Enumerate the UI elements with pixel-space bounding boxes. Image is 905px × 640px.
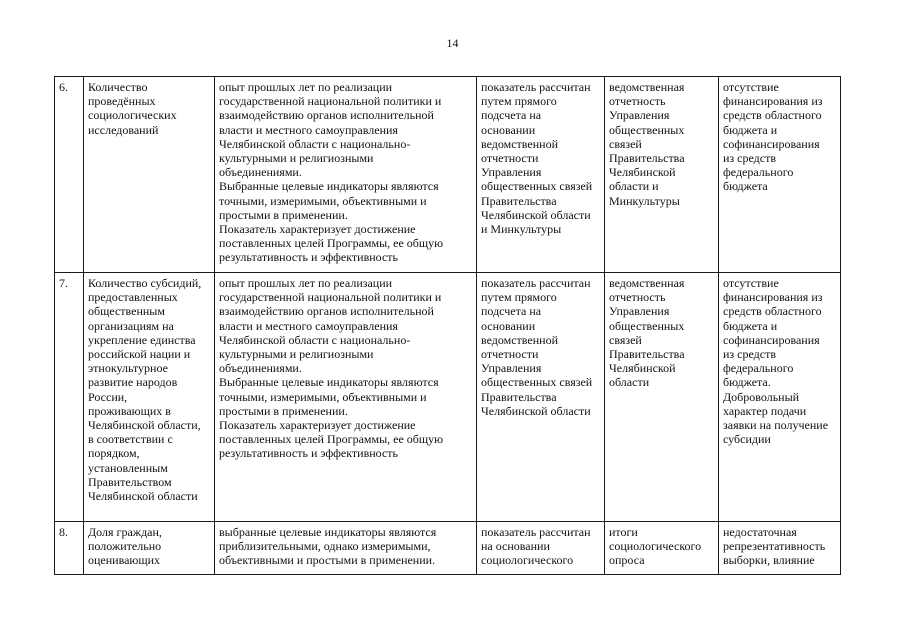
table-row xyxy=(55,522,841,575)
indicator-name-cell: Количество субсидий, предоставленных общественным организациям на укрепление единства российской нации и этнокультурное развитие народов России, проживающих в Челябинской области, в соответствии с порядком, установленным Правительством Челябинской области xyxy=(84,273,215,522)
row-number-cell: 8. xyxy=(55,522,84,575)
risk-cell: отсутствие финансирования из средств областного бюджета и софинансирования из средств федерального бюджета. Добровольный характер подачи заявки на получение субсидии xyxy=(719,273,841,522)
risk-cell: отсутствие финансирования из средств областного бюджета и софинансирования из средств федерального бюджета xyxy=(719,77,841,273)
method-cell: опыт прошлых лет по реализации государственной национальной политики и взаимодействию органов исполнительной власти и местного самоуправления Челябинской области с национально- культурными и религиозными объединениями. Выбранные целевые индикаторы являются точными, измеримыми, объективными и простыми в применении. Показатель характеризует достижение поставленных целей Программы, ее общую результативность и эффективность xyxy=(215,77,477,273)
page-number: 14 xyxy=(446,36,459,50)
data-source-cell: итоги социологического опроса xyxy=(605,522,719,575)
calculation-cell: показатель рассчитан путем прямого подсчета на основании ведомственной отчетности Управления общественных связей Правительства Челябинской области xyxy=(477,273,605,522)
indicator-name-cell: Количество проведённых социологических исследований xyxy=(84,77,215,273)
method-cell: выбранные целевые индикаторы являются приблизительными, однако измеримыми, объективными и простыми в применении. xyxy=(215,522,477,575)
table-row xyxy=(55,77,841,273)
data-source-cell: ведомственная отчетность Управления общественных связей Правительства Челябинской области и Минкультуры xyxy=(605,77,719,273)
row-number-cell: 7. xyxy=(55,273,84,522)
method-cell: опыт прошлых лет по реализации государственной национальной политики и взаимодействию органов исполнительной власти и местного самоуправления Челябинской области с национально- культурными и религиозными объединениями. Выбранные целевые индикаторы являются точными, измеримыми, объективными и простыми в применении. Показатель характеризует достижение поставленных целей Программы, ее общую результативность и эффективность xyxy=(215,273,477,522)
calculation-cell: показатель рассчитан путем прямого подсчета на основании ведомственной отчетности Управления общественных связей Правительства Челябинской области и Минкультуры xyxy=(477,77,605,273)
indicator-name-cell: Доля граждан, положительно оценивающих xyxy=(84,522,215,575)
data-source-cell: ведомственная отчетность Управления общественных связей Правительства Челябинской области xyxy=(605,273,719,522)
table-row xyxy=(55,273,841,522)
risk-cell: недостаточная репрезентативность выборки, влияние xyxy=(719,522,841,575)
indicators-table xyxy=(54,76,841,575)
calculation-cell: показатель рассчитан на основании социологического xyxy=(477,522,605,575)
row-number-cell: 6. xyxy=(55,77,84,273)
